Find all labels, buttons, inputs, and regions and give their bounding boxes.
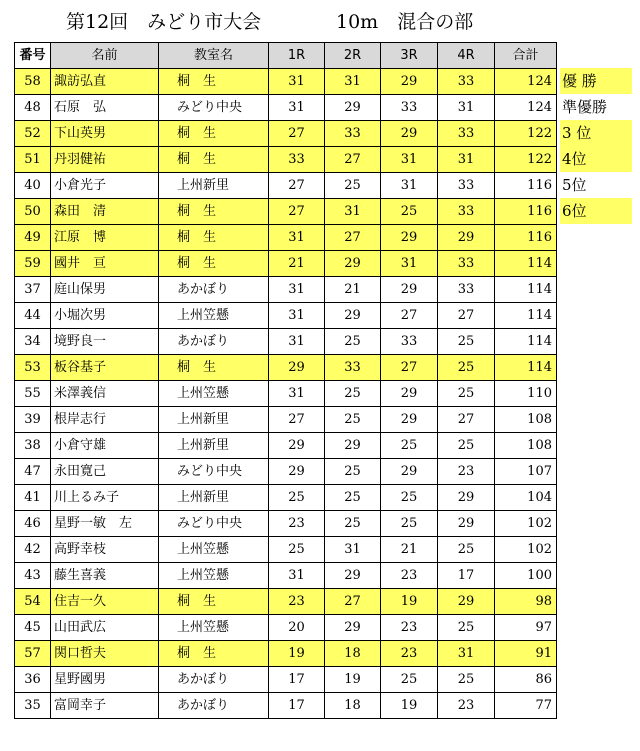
cell-round-4: 29 xyxy=(438,589,495,615)
cell-club: 上州笠懸 xyxy=(159,381,269,407)
cell-number: 42 xyxy=(15,537,51,563)
header-name: 名前 xyxy=(51,43,159,69)
cell-total: 107 xyxy=(495,459,557,485)
cell-round-1: 31 xyxy=(269,277,325,303)
cell-total: 122 xyxy=(495,121,557,147)
cell-round-3: 29 xyxy=(381,69,438,95)
cell-round-2: 18 xyxy=(325,693,381,719)
cell-round-2: 25 xyxy=(325,511,381,537)
cell-round-3: 23 xyxy=(381,563,438,589)
cell-total: 108 xyxy=(495,433,557,459)
cell-round-1: 29 xyxy=(269,433,325,459)
cell-total: 124 xyxy=(495,69,557,95)
cell-club: あかぼり xyxy=(159,329,269,355)
cell-round-3: 33 xyxy=(381,329,438,355)
cell-number: 39 xyxy=(15,407,51,433)
cell-number: 34 xyxy=(15,329,51,355)
table-row xyxy=(15,693,557,719)
cell-round-3: 29 xyxy=(381,407,438,433)
placement-label: 4位 xyxy=(560,146,632,172)
cell-number: 57 xyxy=(15,641,51,667)
cell-number: 58 xyxy=(15,69,51,95)
cell-round-2: 31 xyxy=(325,199,381,225)
cell-club: 桐 生 xyxy=(159,147,269,173)
cell-number: 53 xyxy=(15,355,51,381)
cell-round-3: 25 xyxy=(381,667,438,693)
cell-total: 122 xyxy=(495,147,557,173)
cell-round-4: 27 xyxy=(438,303,495,329)
cell-name: 小倉守雄 xyxy=(51,433,159,459)
cell-club: みどり中央 xyxy=(159,95,269,121)
cell-club: 上州笠懸 xyxy=(159,537,269,563)
cell-round-2: 25 xyxy=(325,485,381,511)
cell-total: 108 xyxy=(495,407,557,433)
cell-round-1: 27 xyxy=(269,407,325,433)
cell-round-3: 31 xyxy=(381,147,438,173)
cell-round-3: 31 xyxy=(381,251,438,277)
cell-round-1: 23 xyxy=(269,511,325,537)
table-row xyxy=(15,199,557,225)
cell-name: 藤生喜義 xyxy=(51,563,159,589)
cell-round-4: 25 xyxy=(438,329,495,355)
cell-round-3: 19 xyxy=(381,589,438,615)
cell-name: 根岸志行 xyxy=(51,407,159,433)
cell-round-3: 33 xyxy=(381,95,438,121)
cell-total: 124 xyxy=(495,95,557,121)
cell-name: 下山英男 xyxy=(51,121,159,147)
table-row xyxy=(15,69,557,95)
cell-round-4: 25 xyxy=(438,433,495,459)
cell-round-3: 19 xyxy=(381,693,438,719)
cell-total: 91 xyxy=(495,641,557,667)
results-table xyxy=(14,42,557,719)
cell-club: 桐 生 xyxy=(159,199,269,225)
cell-total: 114 xyxy=(495,303,557,329)
cell-round-3: 25 xyxy=(381,511,438,537)
cell-name: 江原 博 xyxy=(51,225,159,251)
cell-round-2: 29 xyxy=(325,303,381,329)
cell-round-2: 29 xyxy=(325,433,381,459)
cell-round-1: 31 xyxy=(269,225,325,251)
cell-round-1: 29 xyxy=(269,459,325,485)
table-row xyxy=(15,95,557,121)
cell-club: 上州笠懸 xyxy=(159,563,269,589)
cell-name: 高野幸枝 xyxy=(51,537,159,563)
cell-total: 114 xyxy=(495,329,557,355)
header-round-1: 1R xyxy=(269,43,325,69)
cell-round-4: 33 xyxy=(438,69,495,95)
cell-club: 桐 生 xyxy=(159,589,269,615)
cell-club: あかぼり xyxy=(159,667,269,693)
placement-label: 準優勝 xyxy=(562,98,608,116)
table-row xyxy=(15,147,557,173)
table-row xyxy=(15,329,557,355)
cell-round-4: 27 xyxy=(438,407,495,433)
cell-number: 41 xyxy=(15,485,51,511)
table-row xyxy=(15,277,557,303)
cell-round-1: 27 xyxy=(269,199,325,225)
cell-round-2: 33 xyxy=(325,355,381,381)
cell-club: 桐 生 xyxy=(159,641,269,667)
cell-name: 星野一敏 左 xyxy=(51,511,159,537)
cell-number: 46 xyxy=(15,511,51,537)
cell-club: あかぼり xyxy=(159,693,269,719)
cell-round-2: 29 xyxy=(325,251,381,277)
cell-round-4: 31 xyxy=(438,95,495,121)
cell-club: みどり中央 xyxy=(159,459,269,485)
cell-round-1: 33 xyxy=(269,147,325,173)
cell-round-4: 33 xyxy=(438,173,495,199)
cell-number: 45 xyxy=(15,615,51,641)
cell-club: みどり中央 xyxy=(159,511,269,537)
table-row xyxy=(15,251,557,277)
header-round-4: 4R xyxy=(438,43,495,69)
cell-name: 森田 清 xyxy=(51,199,159,225)
cell-round-1: 31 xyxy=(269,329,325,355)
cell-name: 丹羽健祐 xyxy=(51,147,159,173)
cell-number: 50 xyxy=(15,199,51,225)
table-row xyxy=(15,173,557,199)
cell-round-1: 19 xyxy=(269,641,325,667)
cell-name: 永田寛己 xyxy=(51,459,159,485)
cell-round-2: 25 xyxy=(325,381,381,407)
cell-total: 102 xyxy=(495,537,557,563)
placement-label: 5位 xyxy=(562,176,587,194)
cell-round-4: 33 xyxy=(438,199,495,225)
cell-total: 114 xyxy=(495,277,557,303)
cell-round-1: 25 xyxy=(269,485,325,511)
table-row xyxy=(15,459,557,485)
cell-name: 板谷基子 xyxy=(51,355,159,381)
cell-total: 77 xyxy=(495,693,557,719)
table-row xyxy=(15,121,557,147)
cell-total: 104 xyxy=(495,485,557,511)
cell-round-4: 25 xyxy=(438,381,495,407)
cell-club: 桐 生 xyxy=(159,355,269,381)
table-row xyxy=(15,407,557,433)
cell-round-2: 27 xyxy=(325,225,381,251)
cell-round-4: 25 xyxy=(438,355,495,381)
cell-round-2: 27 xyxy=(325,589,381,615)
cell-club: 桐 生 xyxy=(159,225,269,251)
table-row xyxy=(15,615,557,641)
cell-round-3: 21 xyxy=(381,537,438,563)
cell-round-2: 18 xyxy=(325,641,381,667)
cell-name: 山田武広 xyxy=(51,615,159,641)
cell-round-2: 25 xyxy=(325,329,381,355)
cell-round-3: 29 xyxy=(381,381,438,407)
cell-number: 38 xyxy=(15,433,51,459)
cell-round-2: 31 xyxy=(325,537,381,563)
cell-round-2: 29 xyxy=(325,615,381,641)
cell-round-3: 31 xyxy=(381,173,438,199)
cell-club: 桐 生 xyxy=(159,251,269,277)
cell-number: 48 xyxy=(15,95,51,121)
placement-label: 3 位 xyxy=(560,120,632,146)
cell-number: 54 xyxy=(15,589,51,615)
cell-round-1: 31 xyxy=(269,95,325,121)
cell-round-2: 29 xyxy=(325,95,381,121)
cell-round-2: 25 xyxy=(325,459,381,485)
cell-number: 44 xyxy=(15,303,51,329)
cell-total: 98 xyxy=(495,589,557,615)
cell-round-1: 21 xyxy=(269,251,325,277)
cell-name: 川上るみ子 xyxy=(51,485,159,511)
cell-round-2: 21 xyxy=(325,277,381,303)
cell-round-4: 33 xyxy=(438,251,495,277)
cell-round-1: 29 xyxy=(269,355,325,381)
cell-name: 住吉一久 xyxy=(51,589,159,615)
cell-round-2: 25 xyxy=(325,173,381,199)
cell-round-3: 25 xyxy=(381,485,438,511)
cell-round-3: 29 xyxy=(381,277,438,303)
cell-round-1: 20 xyxy=(269,615,325,641)
table-row xyxy=(15,355,557,381)
cell-name: 諏訪弘直 xyxy=(51,69,159,95)
cell-round-4: 25 xyxy=(438,537,495,563)
cell-name: 米澤義信 xyxy=(51,381,159,407)
header-round-2: 2R xyxy=(325,43,381,69)
cell-club: 上州新里 xyxy=(159,485,269,511)
cell-round-1: 27 xyxy=(269,121,325,147)
cell-total: 102 xyxy=(495,511,557,537)
table-row xyxy=(15,537,557,563)
cell-number: 51 xyxy=(15,147,51,173)
cell-number: 43 xyxy=(15,563,51,589)
table-row xyxy=(15,589,557,615)
cell-round-1: 27 xyxy=(269,173,325,199)
cell-round-2: 31 xyxy=(325,69,381,95)
cell-club: 桐 生 xyxy=(159,69,269,95)
cell-name: 石原 弘 xyxy=(51,95,159,121)
header-row xyxy=(15,43,557,69)
cell-round-1: 23 xyxy=(269,589,325,615)
cell-name: 富岡幸子 xyxy=(51,693,159,719)
cell-name: 境野良一 xyxy=(51,329,159,355)
cell-round-3: 29 xyxy=(381,121,438,147)
cell-club: あかぼり xyxy=(159,277,269,303)
header-round-3: 3R xyxy=(381,43,438,69)
cell-total: 86 xyxy=(495,667,557,693)
cell-round-1: 31 xyxy=(269,563,325,589)
cell-round-1: 17 xyxy=(269,667,325,693)
cell-club: 上州新里 xyxy=(159,407,269,433)
table-row xyxy=(15,511,557,537)
cell-total: 116 xyxy=(495,199,557,225)
cell-round-3: 23 xyxy=(381,641,438,667)
cell-number: 40 xyxy=(15,173,51,199)
cell-round-3: 27 xyxy=(381,303,438,329)
cell-round-1: 31 xyxy=(269,69,325,95)
cell-round-4: 17 xyxy=(438,563,495,589)
title-bar xyxy=(0,8,640,36)
header-number: 番号 xyxy=(15,43,51,69)
cell-round-4: 25 xyxy=(438,615,495,641)
placement-labels xyxy=(560,68,632,224)
cell-round-2: 27 xyxy=(325,147,381,173)
table-row xyxy=(15,485,557,511)
cell-round-3: 25 xyxy=(381,433,438,459)
cell-round-4: 31 xyxy=(438,147,495,173)
cell-total: 114 xyxy=(495,251,557,277)
cell-club: 上州新里 xyxy=(159,433,269,459)
cell-club: 桐 生 xyxy=(159,121,269,147)
cell-name: 小堀次男 xyxy=(51,303,159,329)
cell-round-4: 29 xyxy=(438,225,495,251)
cell-total: 116 xyxy=(495,225,557,251)
cell-club: 上州新里 xyxy=(159,173,269,199)
page-title: 第12回 みどり市大会 xyxy=(66,11,262,33)
cell-name: 國井 亘 xyxy=(51,251,159,277)
cell-round-4: 33 xyxy=(438,277,495,303)
cell-number: 36 xyxy=(15,667,51,693)
cell-total: 116 xyxy=(495,173,557,199)
cell-round-4: 31 xyxy=(438,641,495,667)
cell-total: 114 xyxy=(495,355,557,381)
cell-round-2: 19 xyxy=(325,667,381,693)
cell-name: 庭山保男 xyxy=(51,277,159,303)
table-row xyxy=(15,667,557,693)
cell-total: 97 xyxy=(495,615,557,641)
cell-round-3: 25 xyxy=(381,199,438,225)
cell-number: 59 xyxy=(15,251,51,277)
table-row xyxy=(15,381,557,407)
cell-round-4: 23 xyxy=(438,693,495,719)
cell-round-3: 23 xyxy=(381,615,438,641)
cell-round-4: 25 xyxy=(438,667,495,693)
cell-round-1: 31 xyxy=(269,303,325,329)
placement-label: 6位 xyxy=(560,198,632,224)
table-row xyxy=(15,433,557,459)
cell-round-3: 29 xyxy=(381,225,438,251)
cell-round-3: 27 xyxy=(381,355,438,381)
event-title: 10m 混合の部 xyxy=(336,11,474,33)
cell-total: 110 xyxy=(495,381,557,407)
table-row xyxy=(15,641,557,667)
cell-round-2: 29 xyxy=(325,563,381,589)
cell-name: 小倉光子 xyxy=(51,173,159,199)
table-row xyxy=(15,225,557,251)
cell-name: 関口哲夫 xyxy=(51,641,159,667)
cell-number: 55 xyxy=(15,381,51,407)
cell-name: 星野國男 xyxy=(51,667,159,693)
cell-number: 52 xyxy=(15,121,51,147)
cell-total: 100 xyxy=(495,563,557,589)
cell-round-4: 29 xyxy=(438,485,495,511)
cell-round-1: 31 xyxy=(269,381,325,407)
cell-number: 35 xyxy=(15,693,51,719)
cell-round-2: 33 xyxy=(325,121,381,147)
cell-round-3: 29 xyxy=(381,459,438,485)
header-total: 合計 xyxy=(495,43,557,69)
cell-number: 37 xyxy=(15,277,51,303)
placement-label: 優 勝 xyxy=(560,68,632,94)
header-club: 教室名 xyxy=(159,43,269,69)
cell-round-4: 33 xyxy=(438,121,495,147)
cell-number: 47 xyxy=(15,459,51,485)
table-row xyxy=(15,563,557,589)
cell-round-4: 23 xyxy=(438,459,495,485)
cell-round-4: 29 xyxy=(438,511,495,537)
cell-number: 49 xyxy=(15,225,51,251)
cell-club: 上州笠懸 xyxy=(159,615,269,641)
cell-round-1: 25 xyxy=(269,537,325,563)
table-row xyxy=(15,303,557,329)
cell-club: 上州笠懸 xyxy=(159,303,269,329)
cell-round-2: 25 xyxy=(325,407,381,433)
cell-round-1: 17 xyxy=(269,693,325,719)
